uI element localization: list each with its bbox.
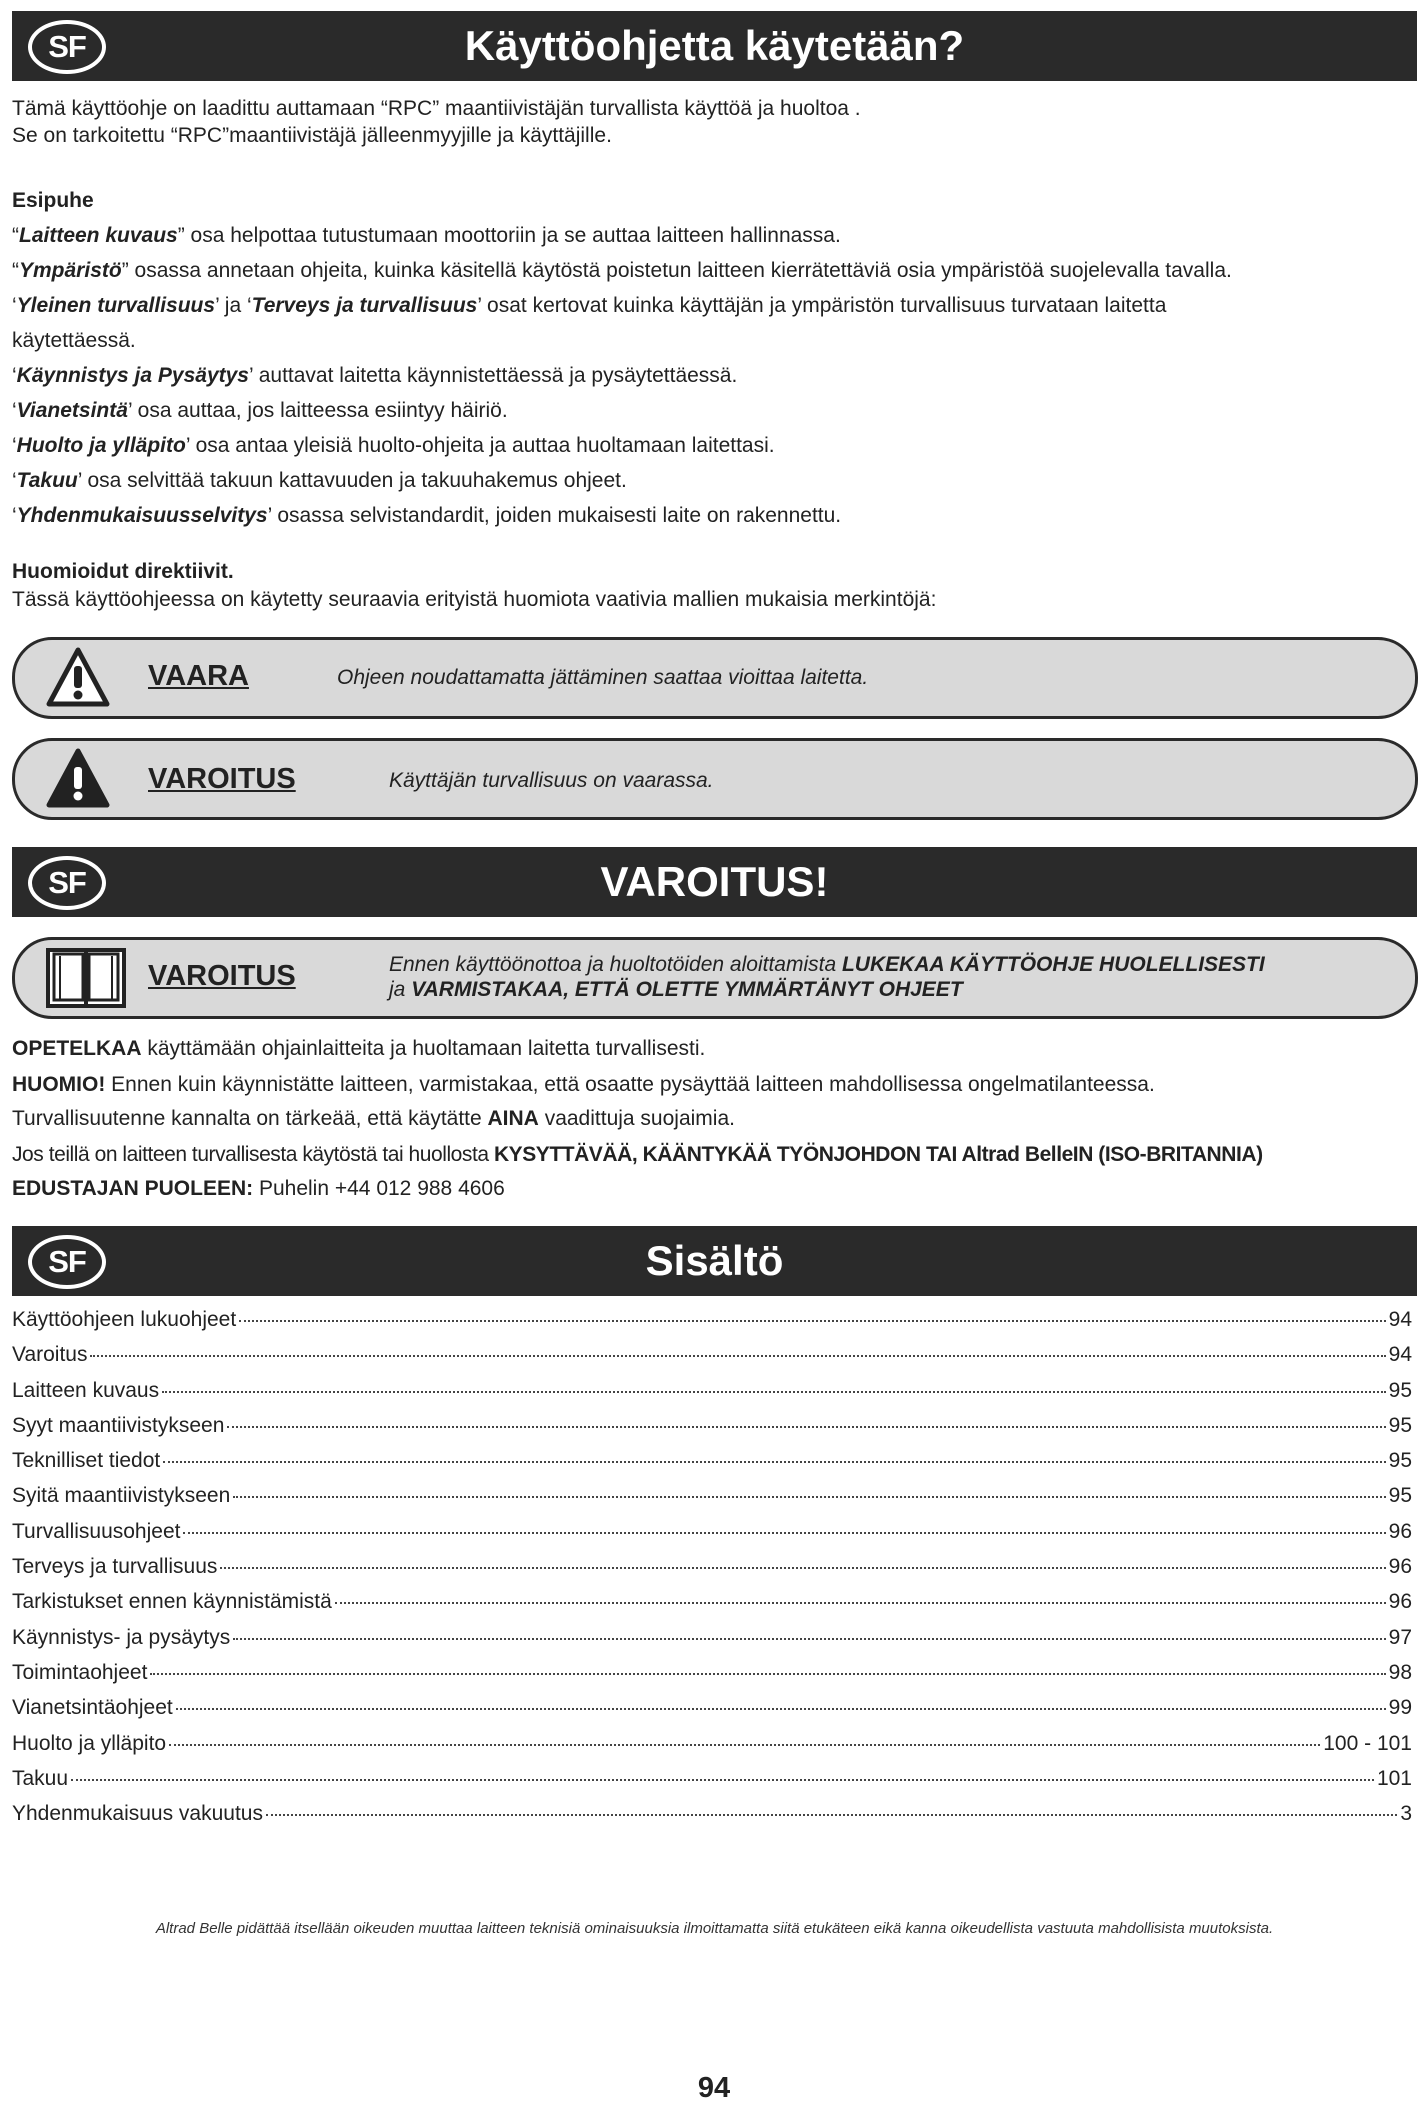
toc-leader <box>239 1320 1385 1322</box>
warning-box-read-manual <box>12 937 1418 1019</box>
warning-text: Ennen käyttöönottoa ja huoltotöiden aloittamista LUKEKAA KÄYTTÖOHJE HUOLELLISESTI ja VARMISTAKAA, ETTÄ OLETTE YMMÄRTÄNYT OHJEET <box>389 953 1265 1001</box>
preface-item: ‘Takuu’ osa selvittää takuun kattavuuden ja takuuhakemus ohjeet. <box>12 469 627 492</box>
toc-entry <box>12 1308 1412 1343</box>
toc-page: 3 <box>1400 1802 1412 1826</box>
toc-label: Syitä maantiivistykseen <box>12 1484 231 1508</box>
preface-item: ‘Yhdenmukaisuusselvitys’ osassa selvistandardit, joiden mukaisesti laite on rakennettu. <box>12 504 842 527</box>
toc-label: Varoitus <box>12 1343 88 1367</box>
preface-item: käytettäessä. <box>12 329 136 352</box>
intro-line-1: Tämä käyttöohje on laadittu auttamaan “RPC” maantiivistäjän turvallista käyttöä ja huoltoa . <box>12 97 861 120</box>
toc-label: Syyt maantiivistykseen <box>12 1413 225 1437</box>
toc-label: Vianetsintäohjeet <box>12 1696 173 1720</box>
toc-label: Käyttöohjeen lukuohjeet <box>12 1308 237 1331</box>
toc-leader <box>233 1638 1385 1640</box>
table-of-contents <box>12 1308 1412 1837</box>
toc-label: Yhdenmukaisuus vakuutus <box>12 1802 263 1826</box>
section-title: VAROITUS! <box>600 858 829 905</box>
preface-item: ‘Huolto ja ylläpito’ osa antaa yleisiä huolto-ohjeita ja auttaa huoltamaan laitettasi. <box>12 434 775 457</box>
toc-page: 94 <box>1388 1343 1412 1367</box>
toc-entry <box>12 1520 1412 1555</box>
toc-label: Terveys ja turvallisuus <box>12 1555 218 1579</box>
toc-entry <box>12 1767 1412 1802</box>
safety-paragraph: HUOMIO! Ennen kuin käynnistätte laitteen, varmistakaa, että osaatte pysäyttää laitteen mahdollisessa ongelmatilanteessa. <box>12 1073 1155 1096</box>
toc-entry <box>12 1449 1412 1484</box>
sf-language-badge: SF <box>28 856 106 910</box>
toc-page: 95 <box>1388 1484 1412 1508</box>
preface-heading: Esipuhe <box>12 189 94 212</box>
toc-entry <box>12 1696 1412 1731</box>
toc-entry <box>12 1802 1412 1837</box>
toc-entry <box>12 1343 1412 1378</box>
toc-page: 98 <box>1388 1660 1412 1684</box>
directives-heading: Huomioidut direktiivit. <box>12 560 234 583</box>
warning-label: VAROITUS <box>148 763 296 795</box>
section-header-contents <box>12 1226 1417 1296</box>
toc-page: 96 <box>1388 1519 1412 1543</box>
warning-label: VAROITUS <box>148 960 296 992</box>
warning-box-varoitus <box>12 738 1418 820</box>
open-book-icon <box>45 944 127 1015</box>
toc-page: 95 <box>1388 1449 1412 1473</box>
toc-leader <box>162 1391 1386 1393</box>
directives-text: Tässä käyttöohjeessa on käytetty seuraavia erityistä huomiota vaativia mallien mukaisia merkintöjä: <box>12 588 937 611</box>
toc-page: 96 <box>1388 1590 1412 1614</box>
intro-line-2: Se on tarkoitettu “RPC”maantiivistäjä jälleenmyyjille ja käyttäjille. <box>12 124 612 147</box>
toc-label: Teknilliset tiedot <box>12 1449 161 1473</box>
toc-page: 97 <box>1388 1625 1412 1649</box>
safety-paragraph: EDUSTAJAN PUOLEEN: Puhelin +44 012 988 4606 <box>12 1177 505 1200</box>
toc-entry <box>12 1379 1412 1414</box>
toc-leader <box>163 1461 1385 1463</box>
sf-language-badge: SF <box>28 1235 106 1289</box>
safety-paragraph: Jos teillä on laitteen turvallisesta käytöstä tai huollosta KYSYTTÄVÄÄ, KÄÄNTYKÄÄ TYÖNJOHDON TAI Altrad BelleIN (ISO-BRITANNIA) <box>12 1143 1263 1166</box>
section-header-usage <box>12 11 1417 81</box>
toc-entry <box>12 1590 1412 1625</box>
toc-page: 101 <box>1376 1766 1412 1790</box>
toc-label: Takuu <box>12 1766 69 1790</box>
warning-triangle-outline-icon <box>45 646 111 715</box>
toc-entry <box>12 1555 1412 1590</box>
toc-page: 96 <box>1388 1555 1412 1579</box>
toc-page: 95 <box>1388 1378 1412 1402</box>
section-title: Sisältö <box>645 1237 784 1284</box>
toc-label: Huolto ja ylläpito <box>12 1731 167 1755</box>
warning-box-vaara <box>12 637 1418 719</box>
toc-entry <box>12 1661 1412 1696</box>
toc-leader <box>150 1673 1385 1675</box>
preface-item: “Laitteen kuvaus” osa helpottaa tutustumaan moottoriin ja se auttaa laitteen hallinnassa. <box>12 224 841 247</box>
sf-language-badge: SF <box>28 20 106 74</box>
section-header-warning <box>12 847 1417 917</box>
toc-leader <box>71 1779 1374 1781</box>
toc-leader <box>90 1355 1385 1357</box>
preface-item: ‘Yleinen turvallisuus’ ja ‘Terveys ja turvallisuus’ osat kertovat kuinka käyttäjän ja ympäristön turvallisuus turvataan laitetta <box>12 294 1167 317</box>
warning-text: Ohjeen noudattamatta jättäminen saattaa vioittaa laitetta. <box>337 666 869 689</box>
toc-entry <box>12 1414 1412 1449</box>
warning-triangle-solid-icon <box>45 747 111 816</box>
page-number: 94 <box>697 2072 731 2104</box>
preface-item: ‘Käynnistys ja Pysäytys’ auttavat laitetta käynnistettäessä ja pysäytettäessä. <box>12 364 738 387</box>
toc-page: 100 - 101 <box>1323 1731 1412 1755</box>
toc-entry <box>12 1484 1412 1519</box>
warning-text: Käyttäjän turvallisuus on vaarassa. <box>389 769 714 792</box>
toc-page: 95 <box>1388 1413 1412 1437</box>
page-title: Käyttöohjetta käytetään? <box>464 22 965 69</box>
preface-item: “Ympäristö” osassa annetaan ohjeita, kuinka käsitellä käytöstä poistetun laitteen kierrätettäviä osia ympäristöä suojelevalla tavalla. <box>12 259 1232 282</box>
toc-leader <box>169 1744 1320 1746</box>
safety-paragraph: OPETELKAA käyttämään ohjainlaitteita ja huoltamaan laitetta turvallisesti. <box>12 1037 706 1060</box>
toc-entry <box>12 1626 1412 1661</box>
toc-leader <box>176 1708 1386 1710</box>
toc-leader <box>233 1496 1385 1498</box>
safety-paragraph: Turvallisuutenne kannalta on tärkeää, että käytätte AINA vaadittuja suojaimia. <box>12 1107 735 1130</box>
toc-leader <box>266 1814 1397 1816</box>
toc-label: Laitteen kuvaus <box>12 1378 160 1402</box>
toc-entry <box>12 1732 1412 1767</box>
legal-footnote: Altrad Belle pidättää itsellään oikeuden muuttaa laitteen teknisiä ominaisuuksia ilmoittamatta siitä etukäteen eikä kanna oikeudellista vastuuta mahdollisista muutoksista. <box>155 1920 1274 1937</box>
warning-label: VAARA <box>148 660 249 692</box>
toc-label: Toimintaohjeet <box>12 1660 148 1684</box>
toc-label: Käynnistys- ja pysäytys <box>12 1625 231 1649</box>
toc-leader <box>220 1567 1385 1569</box>
toc-page: 94 <box>1388 1308 1412 1331</box>
toc-leader <box>227 1426 1385 1428</box>
preface-item: ‘Vianetsintä’ osa auttaa, jos laitteessa esiintyy häiriö. <box>12 399 508 422</box>
toc-page: 99 <box>1388 1696 1412 1720</box>
toc-leader <box>183 1532 1385 1534</box>
toc-label: Tarkistukset ennen käynnistämistä <box>12 1590 332 1614</box>
toc-label: Turvallisuusohjeet <box>12 1519 181 1543</box>
toc-leader <box>335 1602 1386 1604</box>
